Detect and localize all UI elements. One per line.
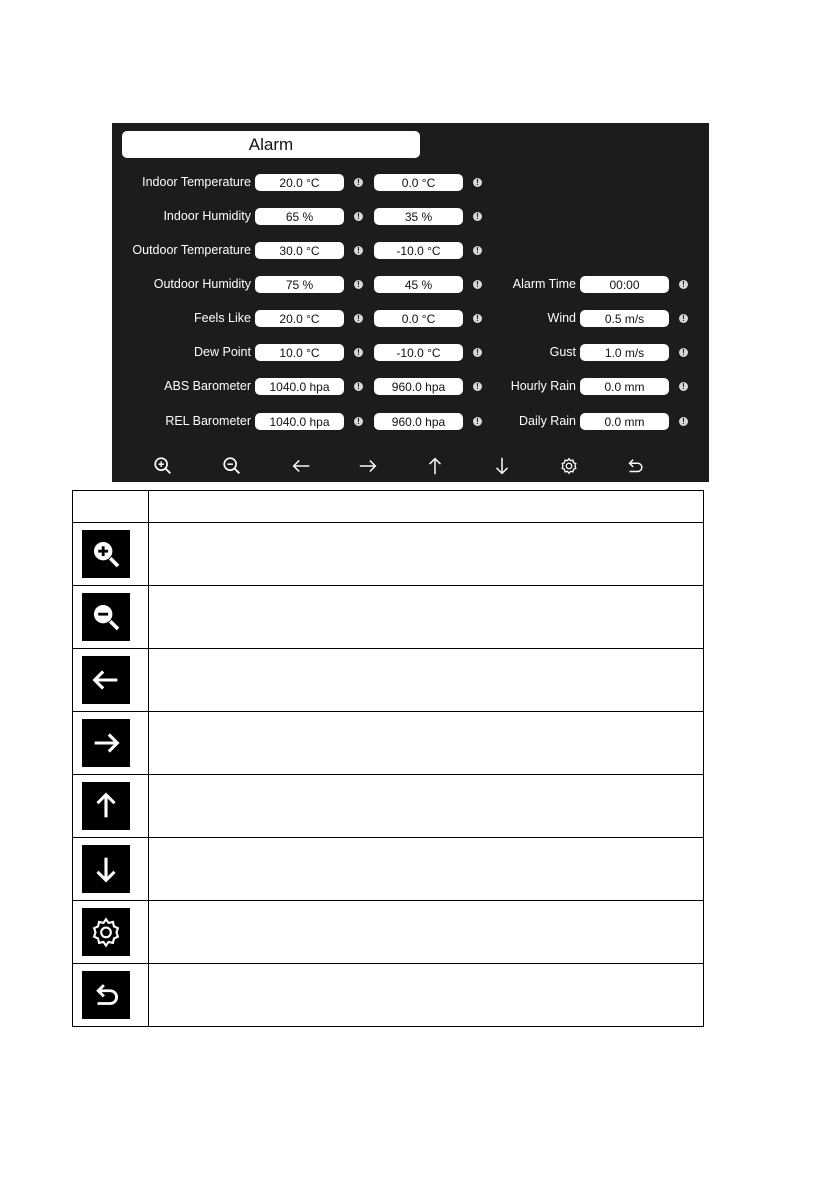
alarm-indicator-icon[interactable]: ! [354, 417, 363, 426]
down-button[interactable] [489, 453, 515, 479]
row-label: Daily Rain [519, 414, 576, 428]
high-alarm-field[interactable]: 20.0 °C [255, 174, 344, 191]
table-row [73, 649, 704, 712]
alarm-indicator-icon[interactable]: ! [679, 382, 688, 391]
undo-icon [624, 455, 646, 477]
table-row [73, 712, 704, 775]
arrow-up-icon [424, 455, 446, 477]
arrow-up-icon [89, 789, 123, 823]
alarm-indicator-icon[interactable]: ! [473, 314, 482, 323]
zoom-in-button[interactable] [150, 453, 176, 479]
arrow-right-icon [357, 455, 379, 477]
high-alarm-field[interactable]: 10.0 °C [255, 344, 344, 361]
page-title: Alarm [122, 131, 420, 158]
zoom-out-button[interactable] [219, 453, 245, 479]
hourly-rain-alarm-field[interactable]: 0.0 mm [580, 378, 669, 395]
arrow-right-icon [89, 726, 123, 760]
alarm-indicator-icon[interactable]: ! [354, 280, 363, 289]
row-label: Gust [549, 345, 576, 359]
row-label: REL Barometer [165, 414, 251, 428]
row-label: Feels Like [194, 311, 251, 325]
toolbar [112, 453, 709, 479]
low-alarm-field[interactable]: 0.0 °C [374, 174, 463, 191]
alarm-indicator-icon[interactable]: ! [679, 314, 688, 323]
table-row [73, 586, 704, 649]
high-alarm-field[interactable]: 1040.0 hpa [255, 413, 344, 430]
arrow-left-icon [89, 663, 123, 697]
alarm-indicator-icon[interactable]: ! [679, 417, 688, 426]
table-row [73, 901, 704, 964]
high-alarm-field[interactable]: 65 % [255, 208, 344, 225]
row-label: Outdoor Temperature [132, 243, 251, 257]
low-alarm-field[interactable]: 0.0 °C [374, 310, 463, 327]
row-label: Dew Point [194, 345, 251, 359]
zoom-in-icon [152, 455, 174, 477]
gust-alarm-field[interactable]: 1.0 m/s [580, 344, 669, 361]
arrow-down-icon [89, 852, 123, 886]
high-alarm-field[interactable]: 20.0 °C [255, 310, 344, 327]
arrow-left-icon [290, 455, 312, 477]
alarm-indicator-icon[interactable]: ! [473, 178, 482, 187]
low-alarm-field[interactable]: 960.0 hpa [374, 378, 463, 395]
row-label: Wind [547, 311, 576, 325]
row-label: Hourly Rain [510, 379, 576, 393]
alarm-indicator-icon[interactable]: ! [354, 246, 363, 255]
right-button[interactable] [355, 453, 381, 479]
high-alarm-field[interactable]: 1040.0 hpa [255, 378, 344, 395]
low-alarm-field[interactable]: -10.0 °C [374, 242, 463, 259]
zoom-out-icon [89, 600, 123, 634]
settings-button[interactable] [556, 453, 582, 479]
row-label: Indoor Humidity [163, 209, 251, 223]
low-alarm-field[interactable]: 960.0 hpa [374, 413, 463, 430]
alarm-indicator-icon[interactable]: ! [473, 280, 482, 289]
low-alarm-field[interactable]: 35 % [374, 208, 463, 225]
alarm-indicator-icon[interactable]: ! [473, 246, 482, 255]
icon-legend-table [72, 490, 704, 1027]
alarm-indicator-icon[interactable]: ! [679, 348, 688, 357]
low-alarm-field[interactable]: 45 % [374, 276, 463, 293]
zoom-out-icon [221, 455, 243, 477]
row-label: Alarm Time [512, 277, 576, 291]
arrow-down-icon [491, 455, 513, 477]
low-alarm-field[interactable]: -10.0 °C [374, 344, 463, 361]
row-label: ABS Barometer [164, 379, 251, 393]
high-alarm-field[interactable]: 30.0 °C [255, 242, 344, 259]
zoom-in-icon [89, 537, 123, 571]
row-label: Outdoor Humidity [153, 277, 251, 291]
alarm-indicator-icon[interactable]: ! [354, 314, 363, 323]
table-row [73, 523, 704, 586]
row-label: Indoor Temperature [142, 175, 251, 189]
left-button[interactable] [288, 453, 314, 479]
alarm-indicator-icon[interactable]: ! [354, 212, 363, 221]
alarm-indicator-icon[interactable]: ! [354, 382, 363, 391]
back-button[interactable] [622, 453, 648, 479]
alarm-indicator-icon[interactable]: ! [473, 382, 482, 391]
daily-rain-alarm-field[interactable]: 0.0 mm [580, 413, 669, 430]
table-row [73, 964, 704, 1027]
wind-alarm-field[interactable]: 0.5 m/s [580, 310, 669, 327]
alarm-indicator-icon[interactable]: ! [473, 417, 482, 426]
table-row [73, 775, 704, 838]
high-alarm-field[interactable]: 75 % [255, 276, 344, 293]
alarm-indicator-icon[interactable]: ! [679, 280, 688, 289]
alarm-indicator-icon[interactable]: ! [473, 348, 482, 357]
alarm-indicator-icon[interactable]: ! [354, 178, 363, 187]
alarm-time-field[interactable]: 00:00 [580, 276, 669, 293]
alarm-screen [112, 123, 709, 482]
undo-icon [89, 978, 123, 1012]
gear-icon [558, 455, 580, 477]
alarm-indicator-icon[interactable]: ! [473, 212, 482, 221]
table-header-row [73, 491, 704, 523]
up-button[interactable] [422, 453, 448, 479]
gear-icon [89, 915, 123, 949]
table-row [73, 838, 704, 901]
alarm-indicator-icon[interactable]: ! [354, 348, 363, 357]
